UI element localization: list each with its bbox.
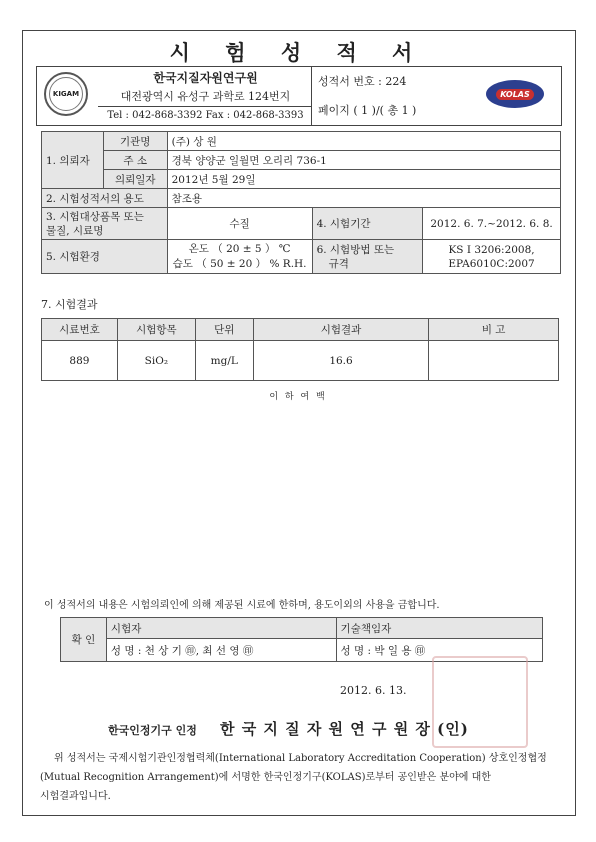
footer-line-2: (Mutual Recognition Arrangement)에 서명한 한국인정기구(KOLAS)로부터 공인받은 분야에 대한: [40, 772, 491, 783]
requester-label: 1. 의뢰자: [42, 132, 104, 189]
purpose-label: 2. 시험성적서의 용도: [42, 189, 168, 208]
accreditation-footer: [40, 749, 560, 806]
org-value: (주) 상 원: [167, 132, 560, 151]
environment-label: 5. 시험환경: [42, 240, 168, 274]
document-title: 시 험 성 적 서: [169, 40, 427, 65]
method-value-line1: KS I 3206:2008,: [448, 243, 535, 256]
address-label: 주 소: [103, 151, 167, 170]
tester-names: 성 명 : 천 상 기 ㊞, 최 선 영 ㊞: [106, 639, 336, 662]
col-remarks: 비 고: [429, 319, 559, 341]
sample-no-cell: 889: [42, 341, 118, 381]
blank-below-note: 이 하 여 백: [269, 392, 327, 402]
page-number: 페이지 ( 1 )/( 총 1 ): [318, 104, 417, 117]
usage-notice: 이 성적서의 내용은 시험의뢰인에 의해 제공된 시료에 한하며, 용도이외의 사용을 금합니다.: [44, 600, 440, 611]
request-date-value: 2012년 5월 29일: [167, 170, 560, 189]
temperature-value: 온도 （ 20 ± 5 ） ℃: [188, 242, 291, 255]
col-test-item: 시험항목: [117, 319, 195, 341]
kolas-logo-text: KOLAS: [496, 89, 534, 100]
remarks-cell: [429, 341, 559, 381]
method-value-line2: EPA6010C:2007: [448, 257, 535, 270]
test-item-cell: SiO₂: [117, 341, 195, 381]
unit-cell: mg/L: [195, 341, 253, 381]
sample-value: 수질: [167, 208, 312, 240]
info-table: [41, 131, 561, 274]
institute-phone-fax: Tel : 042-868-3392 Fax : 042-868-3393: [107, 110, 304, 121]
header-rule: [98, 106, 311, 107]
environment-value: [167, 240, 312, 274]
result-cell: 16.6: [253, 341, 429, 381]
org-label: 기관명: [103, 132, 167, 151]
kigam-logo-text: KIGAM: [49, 77, 83, 111]
confirm-label: 확 인: [61, 618, 107, 662]
institute-name: 한국지질자원연구원: [153, 71, 258, 85]
humidity-value: 습도 （ 50 ± 20 ） % R.H.: [172, 257, 307, 270]
col-sample-no: 시료번호: [42, 319, 118, 341]
method-label: [312, 240, 423, 274]
sample-label-line2: 물질, 시료명: [46, 224, 104, 237]
results-heading: 7. 시험결과: [41, 298, 98, 311]
footer-line-1: 위 성적서는 국제시험기관인정협력체(International Laboratory Accreditation Cooperation) 상호인정협정: [54, 753, 547, 764]
method-value: [423, 240, 561, 274]
method-label-line1: 6. 시험방법 또는: [316, 243, 395, 256]
test-period-label: 4. 시험기간: [312, 208, 423, 240]
col-result: 시험결과: [253, 319, 429, 341]
institute-address: 대전광역시 유성구 과학로 124번지: [120, 90, 291, 103]
kigam-logo-icon: [44, 72, 88, 116]
address-value: 경북 양양군 일월면 오리리 736-1: [167, 151, 560, 170]
col-unit: 단위: [195, 319, 253, 341]
sample-label-line1: 3. 시험대상품목 또는: [46, 210, 144, 223]
director-signature-line: 한 국 지 질 자 원 연 구 원 장 (인): [220, 720, 469, 738]
report-number: 성적서 번호 : 224: [318, 75, 407, 88]
sample-label: [42, 208, 168, 240]
header-divider: [311, 66, 312, 126]
results-header-row: [42, 319, 559, 341]
results-table: [41, 318, 559, 381]
tech-manager-title: 기술책임자: [336, 618, 542, 639]
request-date-label: 의뢰일자: [103, 170, 167, 189]
method-label-line2: 규격: [328, 257, 349, 270]
table-row: [42, 341, 559, 381]
tech-manager-name: 성 명 : 박 일 용 ㊞: [336, 639, 542, 662]
footer-line-3: 시험결과입니다.: [40, 791, 111, 802]
purpose-value: 참조용: [167, 189, 560, 208]
issue-date: 2012. 6. 13.: [340, 684, 407, 697]
accreditation-label: 한국인정기구 인정: [108, 724, 197, 737]
test-period-value: 2012. 6. 7.~2012. 6. 8.: [423, 208, 561, 240]
tester-title: 시험자: [106, 618, 336, 639]
kolas-logo-icon: [486, 80, 544, 108]
